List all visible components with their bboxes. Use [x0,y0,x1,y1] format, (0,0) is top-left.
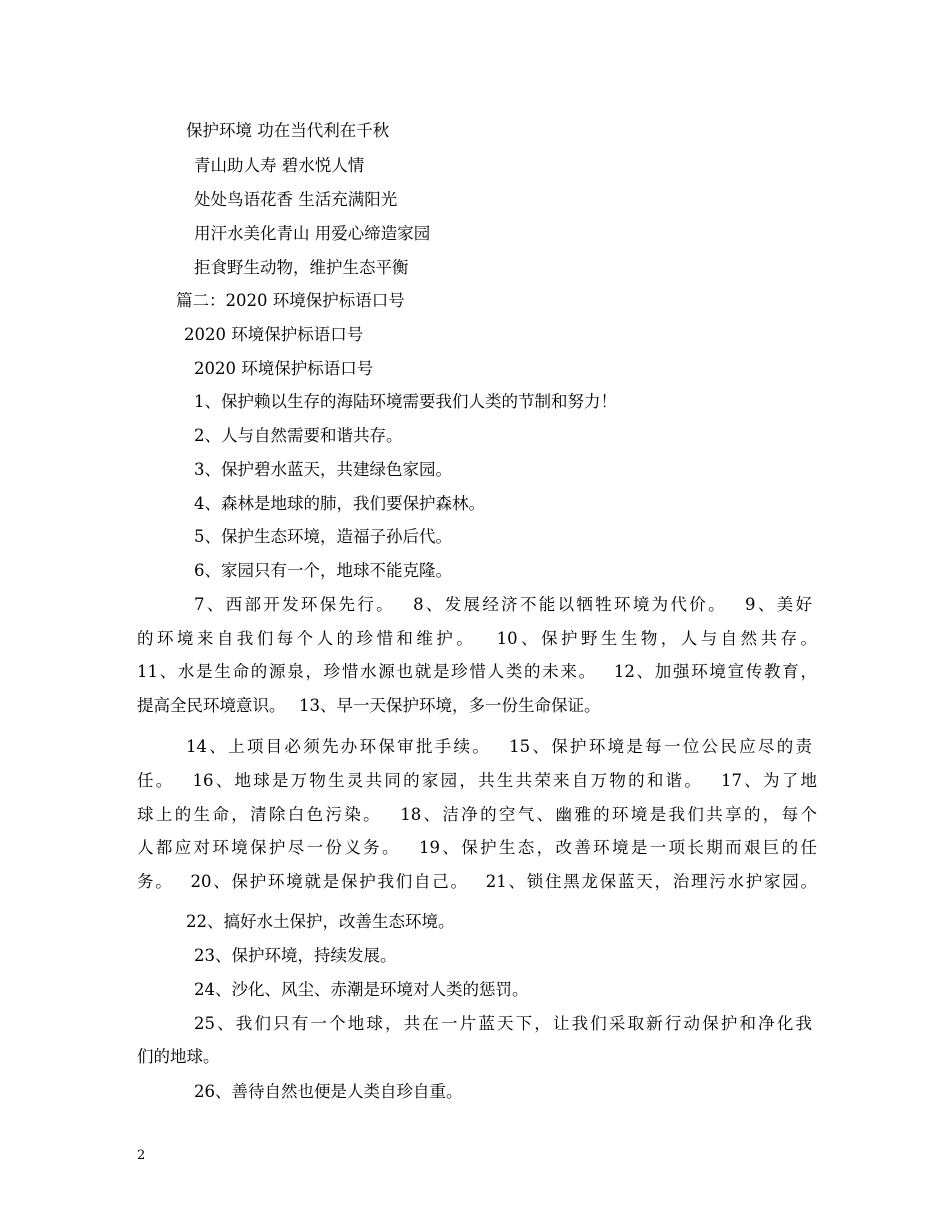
paragraph-line-4: 提高全民环境意识。 13、早一天保护环境，多一份生命保证。 [137,696,601,715]
slogan-5: 5、保护生态环境，造福子孙后代。 [194,527,452,546]
subheading-2: 2020 环境保护标语口号 [194,359,374,378]
paragraph-line-3: 11、水是生命的源泉，珍惜水源也就是珍惜人类的未来。 12、加强环境宣传教育， [137,662,817,681]
slogan-6: 6、家园只有一个，地球不能克隆。 [194,561,452,580]
subheading-1: 2020 环境保护标语口号 [184,325,364,344]
slogan-4: 4、森林是地球的肺，我们要保护森林。 [194,494,485,513]
paragraph-line-2: 的环境来自我们每个人的珍惜和维护。 10、保护野生生物，人与自然共存。 [137,629,817,648]
slogan-26: 26、善待自然也便是人类自珍自重。 [194,1082,463,1101]
text-line-2: 青山助人寿 碧水悦人情 [194,156,365,175]
paragraph-line-9: 务。 20、保护环境就是保护我们自己。 21、锁住黑龙保蓝天，治理污水护家园。 [137,872,817,891]
paragraph-line-8: 人都应对环境保护尽一份义务。 19、保护生态，改善环境是一项长期而艰巨的任 [137,838,817,857]
section-heading: 篇二：2020 环境保护标语口号 [176,291,405,310]
paragraph-line-7: 球上的生命，清除白色污染。 18、洁净的空气、幽雅的环境是我们共享的，每个 [137,805,817,824]
slogan-23: 23、保护环境，持续发展。 [194,946,397,965]
text-line-3: 处处鸟语花香 生活充满阳光 [194,190,398,209]
text-line-5: 拒食野生动物，维护生态平衡 [194,258,409,277]
paragraph-line-6: 任。 16、地球是万物生灵共同的家园，共生共荣来自万物的和谐。 17、为了地 [137,771,817,790]
paragraph-line-5: 14、上项目必须先办环保审批手续。 15、保护环境是每一位公民应尽的责 [186,737,812,756]
text-line-4: 用汗水美化青山 用爱心缔造家园 [194,224,431,243]
page-number: 2 [137,1148,146,1163]
slogan-3: 3、保护碧水蓝天，共建绿色家园。 [194,460,452,479]
slogan-25-line-2: 们的地球。 [137,1047,220,1066]
slogan-25-line-1: 25、我们只有一个地球，共在一片蓝天下，让我们采取新行动保护和净化我 [194,1014,812,1033]
text-line-1: 保护环境 功在当代利在千秋 [186,121,390,140]
slogan-2: 2、人与自然需要和谐共存。 [194,426,403,445]
slogan-22: 22、搞好水土保护，改善生态环境。 [186,912,455,931]
slogan-1: 1、保护赖以生存的海陆环境需要我们人类的节制和努力！ [194,392,617,411]
slogan-24: 24、沙化、风尘、赤潮是环境对人类的惩罚。 [194,980,529,999]
paragraph-line-1: 7、西部开发环保先行。 8、发展经济不能以牺牲环境为代价。 9、美好 [194,595,812,614]
